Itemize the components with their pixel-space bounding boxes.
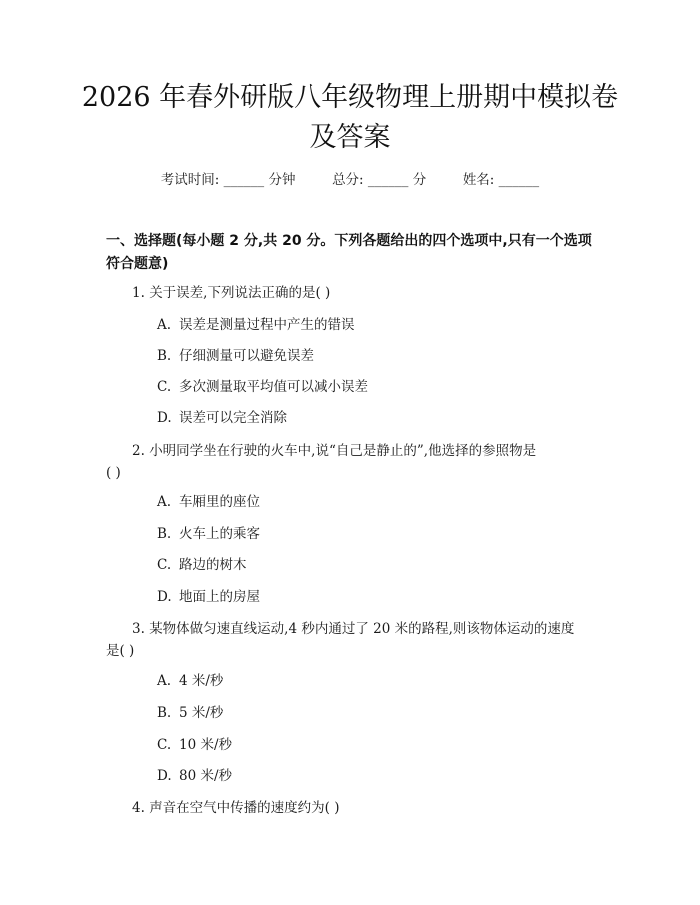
option-letter: A. (157, 673, 172, 689)
page-title-line2: 及答案 (309, 122, 391, 153)
option-text: 路边的树木 (179, 557, 247, 573)
section-heading-line1: 一、选择题(每小题 2 分,共 20 分。下列各题给出的四个选项中,只有一个选项 (106, 233, 592, 249)
question-1 (106, 282, 606, 304)
option-text: 误差可以完全消除 (179, 410, 287, 426)
section-heading-line2: 符合题意) (106, 256, 169, 272)
option-letter: A. (157, 317, 172, 333)
option-text: 10 米/秒 (179, 737, 233, 753)
option-2d (157, 587, 260, 607)
question-number: 1. (132, 285, 145, 301)
option-2b (157, 524, 260, 544)
question-text: 关于误差,下列说法正确的是( ) (149, 285, 331, 301)
option-text: 地面上的房屋 (179, 589, 260, 605)
question-4 (106, 797, 606, 819)
option-text: 5 米/秒 (179, 705, 224, 721)
option-text: 仔细测量可以避免误差 (179, 348, 314, 364)
option-2c (157, 555, 247, 575)
score-blank: ______ (367, 172, 409, 188)
option-text: 4 米/秒 (179, 673, 224, 689)
time-unit: 分钟 (268, 172, 296, 188)
question-3-cont: 是( ) (106, 643, 135, 659)
question-number: 4. (132, 800, 145, 816)
option-text: 火车上的乘客 (179, 526, 260, 542)
option-text: 车厢里的座位 (179, 494, 260, 510)
question-3 (106, 618, 606, 640)
option-1d (157, 408, 287, 428)
question-text: 声音在空气中传播的速度约为( ) (149, 800, 340, 816)
option-letter: C. (157, 737, 172, 753)
option-letter: D. (157, 589, 172, 605)
question-2 (106, 440, 606, 462)
option-letter: A. (157, 494, 172, 510)
option-letter: B. (157, 705, 172, 721)
option-1a (157, 315, 355, 335)
exam-meta (0, 168, 700, 188)
question-text: 某物体做匀速直线运动,4 秒内通过了 20 米的路程,则该物体运动的速度 (149, 621, 575, 637)
score-unit: 分 (412, 172, 427, 188)
question-2-cont: ( ) (106, 465, 121, 481)
option-letter: C. (157, 557, 172, 573)
page-title-line1: 2026 年春外研版八年级物理上册期中模拟卷 (81, 82, 619, 113)
time-label: 考试时间: (160, 172, 220, 188)
option-letter: B. (157, 526, 172, 542)
option-text: 多次测量取平均值可以减小误差 (179, 379, 368, 395)
option-letter: B. (157, 348, 172, 364)
option-3c (157, 735, 232, 755)
score-label: 总分: (332, 172, 364, 188)
option-2a (157, 492, 260, 512)
option-3b (157, 703, 223, 723)
name-blank: ______ (498, 172, 540, 188)
option-3a (157, 671, 223, 691)
option-1b (157, 346, 314, 366)
name-label: 姓名: (462, 172, 495, 188)
question-text: 小明同学坐在行驶的火车中,说“自己是静止的”,他选择的参照物是 (149, 443, 537, 459)
question-number: 2. (132, 443, 145, 459)
option-letter: C. (157, 379, 172, 395)
option-letter: D. (157, 768, 172, 784)
option-text: 80 米/秒 (179, 768, 233, 784)
option-1c (157, 377, 368, 397)
option-3d (157, 766, 232, 786)
option-letter: D. (157, 410, 172, 426)
time-blank: ______ (223, 172, 265, 188)
option-text: 误差是测量过程中产生的错误 (179, 317, 355, 333)
question-number: 3. (132, 621, 145, 637)
